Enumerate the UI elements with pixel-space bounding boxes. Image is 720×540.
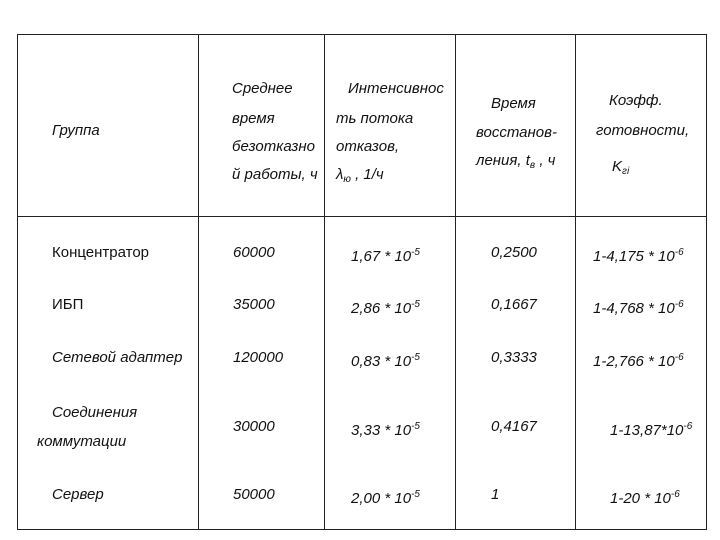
row-group: ИБП xyxy=(52,296,84,313)
row-coef xyxy=(610,486,680,508)
rate-exponent: -5 xyxy=(411,352,420,363)
header-rate-unit xyxy=(336,166,384,189)
row-group: Концентратор xyxy=(52,244,150,261)
rate-mantissa: 2,86 * 10 xyxy=(351,300,412,317)
header-coef-line2: готовности, xyxy=(596,122,690,139)
header-restore-line2: восстанов- xyxy=(476,124,557,141)
row-rate xyxy=(351,296,420,318)
row-restore: 0,2500 xyxy=(491,244,537,261)
header-coef-unit xyxy=(612,158,629,181)
row-coef xyxy=(610,418,692,440)
coef-exponent: -6 xyxy=(674,352,684,363)
rate-mantissa: 2,00 * 10 xyxy=(351,490,412,507)
coef-mantissa: 1-13,87*10 xyxy=(610,422,684,439)
row-restore: 0,3333 xyxy=(491,349,537,366)
col-divider xyxy=(455,35,456,529)
header-rate-line3: отказов, xyxy=(336,138,400,155)
rate-exponent: -5 xyxy=(411,421,420,432)
rate-mantissa: 3,33 * 10 xyxy=(351,422,412,439)
header-coef-line1: Коэфф. xyxy=(609,92,663,109)
header-rate-line1: Интенсивнос xyxy=(348,80,444,97)
header-mtbf-line2: время xyxy=(232,110,275,127)
rate-mantissa: 0,83 * 10 xyxy=(351,353,412,370)
coef-subscript: гi xyxy=(622,166,630,177)
rate-unit-text: , 1/ч xyxy=(350,166,384,183)
row-coef xyxy=(593,349,684,371)
restore-unit-prefix: ления, t xyxy=(476,152,530,169)
header-mtbf-line1: Среднее xyxy=(232,80,293,97)
col-divider xyxy=(198,35,199,529)
header-restore-unit xyxy=(476,152,555,175)
row-mtbf: 50000 xyxy=(233,486,275,503)
header-rate-line2: ть потока xyxy=(336,110,414,127)
coef-mantissa: 1-4,175 * 10 xyxy=(593,248,675,265)
rate-exponent: -5 xyxy=(411,299,420,310)
row-group: Сервер xyxy=(52,486,104,503)
col-divider xyxy=(575,35,576,529)
row-rate xyxy=(351,486,420,508)
row-mtbf: 35000 xyxy=(233,296,275,313)
row-group: Сетевой адаптер xyxy=(52,349,183,366)
header-divider xyxy=(18,216,706,217)
header-mtbf-line3: безотказно xyxy=(232,138,315,155)
row-coef xyxy=(593,296,684,318)
coef-exponent: -6 xyxy=(674,299,684,310)
lambda-symbol: λ xyxy=(336,166,344,183)
coef-mantissa: 1-2,766 * 10 xyxy=(593,353,675,370)
rate-exponent: -5 xyxy=(411,489,420,500)
coef-exponent: -6 xyxy=(674,247,684,258)
restore-subscript: в xyxy=(529,160,536,171)
coef-mantissa: 1-4,768 * 10 xyxy=(593,300,675,317)
coef-exponent: -6 xyxy=(683,421,693,432)
row-group-line1: Соединения xyxy=(52,404,138,421)
col-divider xyxy=(324,35,325,529)
row-mtbf: 60000 xyxy=(233,244,275,261)
row-rate xyxy=(351,244,420,266)
row-group-line2: коммутации xyxy=(37,433,127,450)
row-restore: 1 xyxy=(491,486,500,503)
row-mtbf: 120000 xyxy=(233,349,284,366)
coef-symbol: K xyxy=(612,158,623,175)
header-group: Группа xyxy=(52,122,100,139)
row-rate xyxy=(351,418,420,440)
rate-exponent: -5 xyxy=(411,247,420,258)
reliability-table xyxy=(17,34,707,530)
header-mtbf-line4: й работы, ч xyxy=(232,166,318,183)
header-restore-line1: Время xyxy=(491,95,536,112)
restore-unit-text: , ч xyxy=(535,152,556,169)
coef-mantissa: 1-20 * 10 xyxy=(610,490,671,507)
coef-exponent: -6 xyxy=(670,489,680,500)
row-rate xyxy=(351,349,420,371)
row-restore: 0,1667 xyxy=(491,296,537,313)
row-mtbf: 30000 xyxy=(233,418,275,435)
row-coef xyxy=(593,244,684,266)
lambda-subscript: ю xyxy=(343,174,351,185)
row-restore: 0,4167 xyxy=(491,418,537,435)
rate-mantissa: 1,67 * 10 xyxy=(351,248,412,265)
